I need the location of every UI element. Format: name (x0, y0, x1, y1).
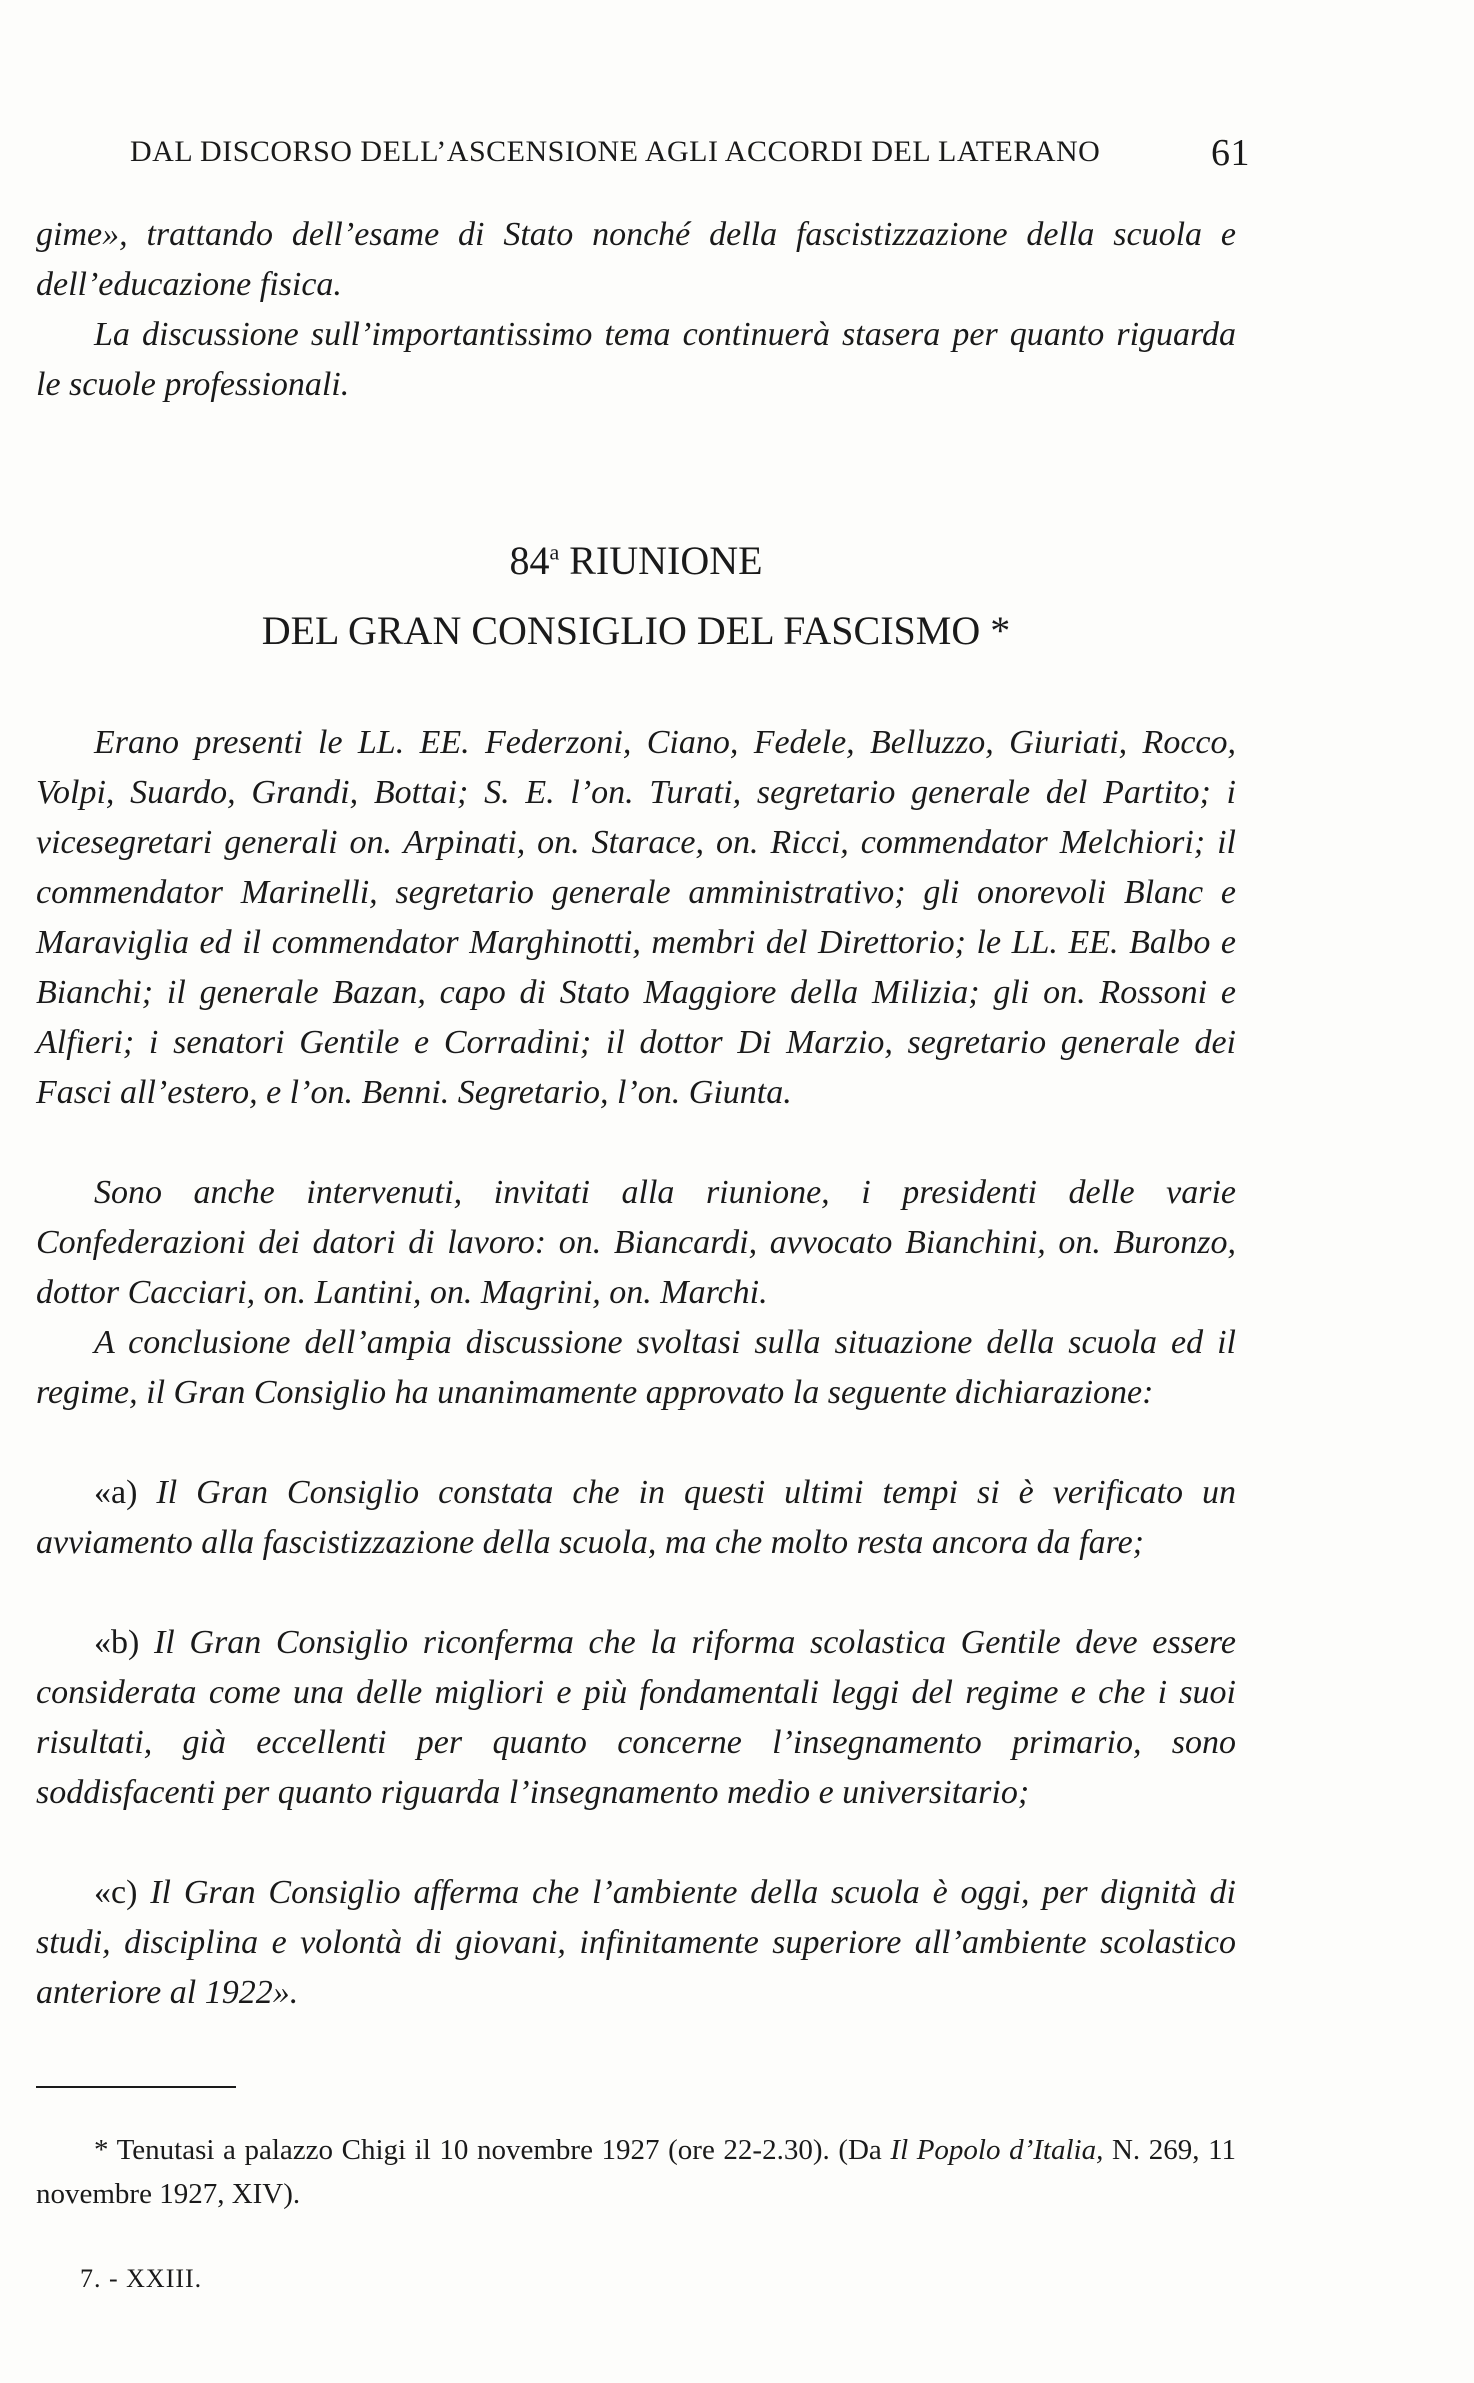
heading-riunione: RIUNIONE (569, 538, 763, 583)
footnote-newspaper: Il Popolo d’Italia, (890, 2134, 1104, 2166)
item-b-mark: «b) (94, 1624, 140, 1661)
item-a-text: Il Gran Consiglio constata che in questi ultimi tempi si è verificato un avviamento alla fascistizzazione della scuola, ma che molto resta ancora da fare; (36, 1474, 1236, 1561)
running-head (130, 132, 1250, 174)
heading-ordinal: a (549, 539, 560, 565)
intro-paragraph-continued: gime», trattando dell’esame di Stato nonché della fascistizzazione della scuola e dell’educazione fisica. (36, 216, 1236, 303)
signature-mark: 7. - XXIII. (80, 2264, 203, 2293)
declaration-item-c (36, 1868, 1236, 2018)
heading-number: 84 (509, 538, 550, 583)
footnote-divider (36, 2086, 236, 2088)
item-c-mark: «c) (94, 1874, 138, 1911)
conclusion-paragraph: A conclusione dell’ampia discussione svoltasi sulla situazione della scuola ed il regime, il Gran Consiglio ha unanimamente approvato la seguente dichiarazione: (36, 1324, 1236, 1411)
item-b-text: Il Gran Consiglio riconferma che la riforma scolastica Gentile deve essere considerata come una delle migliori e più fondamentali leggi del regime e che i suoi risultati, già eccellenti per quanto concerne l’insegnamento primario, sono soddisfacenti per quanto riguarda l’insegnamento medio e universitario; (36, 1624, 1236, 1811)
section-heading-line1 (36, 530, 1236, 592)
declaration-item-b (36, 1618, 1236, 1818)
footnote (36, 2128, 1236, 2216)
invited-paragraph: Sono anche intervenuti, invitati alla riunione, i presidenti delle varie Confederazioni dei datori di lavoro: on. Biancardi, avvocato Bianchini, on. Buronzo, dottor Cacciari, on. Lantini, on. Magrini, on. Marchi. (36, 1174, 1236, 1311)
item-c-text: Il Gran Consiglio afferma che l’ambiente della scuola è oggi, per dignità di studi, disciplina e volontà di giovani, infinitamente superiore all’ambiente scolastico anteriore al 1922». (36, 1874, 1237, 2011)
page-number: 61 (1211, 132, 1250, 174)
running-head-title: DAL DISCORSO DELL’ASCENSIONE AGLI ACCORDI DEL LATERANO (130, 135, 1101, 168)
footnote-text-after: N. 269, 11 novembre 1927, XIV). (36, 2134, 1236, 2210)
attendees-paragraph: Erano presenti le LL. EE. Federzoni, Ciano, Fedele, Belluzzo, Giuriati, Rocco, Volpi, Suardo, Grandi, Bottai; S. E. l’on. Turati, segretario generale del Partito; i vicesegretari generali on. Arpinati, on. Starace, on. Ricci, commendator Melchiori; il commendator Marinelli, segretario generale amministrativo; gli onorevoli Blanc e Maraviglia ed il commendator Marghinotti, membri del Direttorio; le LL. EE. Balbo e Bianchi; il generale Bazan, capo di Stato Maggiore della Milizia; gli on. Rossoni e Alfieri; i senatori Gentile e Corradini; il dottor Di Marzio, segretario generale dei Fasci all’estero, e l’on. Benni. Segretario, l’on. Giunta. (36, 724, 1236, 1111)
intro-paragraph-discussion: La discussione sull’importantissimo tema continuerà stasera per quanto riguarda le scuole professionali. (36, 316, 1236, 403)
section-heading-line2: DEL GRAN CONSIGLIO DEL FASCISMO * (261, 608, 1011, 653)
declaration-item-a (36, 1468, 1236, 1568)
footnote-text-before: * Tenutasi a palazzo Chigi il 10 novembre 1927 (ore 22-2.30). (Da (94, 2134, 882, 2166)
item-a-mark: «a) (94, 1474, 138, 1511)
